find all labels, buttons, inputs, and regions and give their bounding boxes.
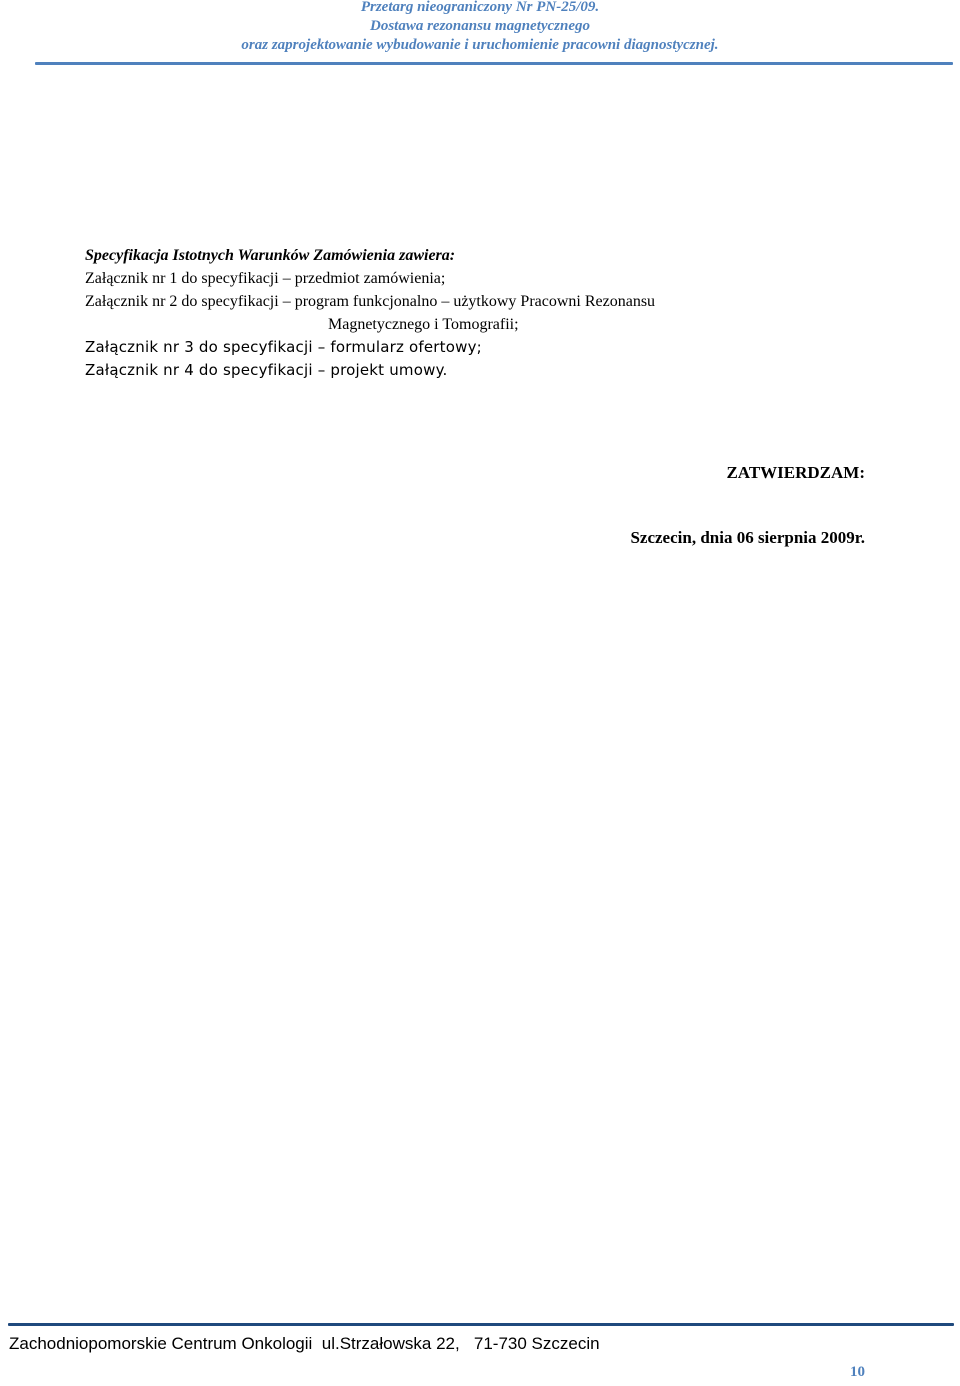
footer-divider: [8, 1323, 954, 1326]
approval-label: ZATWIERDZAM:: [726, 463, 865, 482]
attachment-item-2-continuation: Magnetycznego i Tomografii;: [328, 316, 519, 333]
footer-address: Zachodniopomorskie Centrum Onkologii ul.Strzałowska 22, 71-730 Szczecin: [9, 1334, 600, 1353]
attachment-item-2: Załącznik nr 2 do specyfikacji – program funkcjonalno – użytkowy Pracowni Rezonansu: [85, 293, 656, 310]
attachments-section: [85, 244, 865, 382]
attachment-item-4: Załącznik nr 4 do specyfikacji – projekt umowy.: [85, 361, 448, 379]
header-scope-line: oraz zaprojektowanie wybudowanie i uruchomienie pracowni diagnostycznej.: [241, 37, 719, 53]
header-divider: [35, 62, 953, 65]
attachment-item-1: Załącznik nr 1 do specyfikacji – przedmiot zamówienia;: [85, 270, 446, 287]
header-tender-number: Przetarg nieograniczony Nr PN-25/09.: [360, 0, 600, 15]
page-header: [0, 0, 960, 55]
page-number: 10: [850, 1364, 865, 1380]
header-subject-line: Dostawa rezonansu magnetycznego: [369, 18, 591, 34]
attachments-heading: Specyfikacja Istotnych Warunków Zamówienia zawiera:: [85, 247, 456, 264]
place-and-date: Szczecin, dnia 06 sierpnia 2009r.: [630, 528, 865, 547]
attachment-item-3: Załącznik nr 3 do specyfikacji – formularz ofertowy;: [85, 338, 482, 356]
